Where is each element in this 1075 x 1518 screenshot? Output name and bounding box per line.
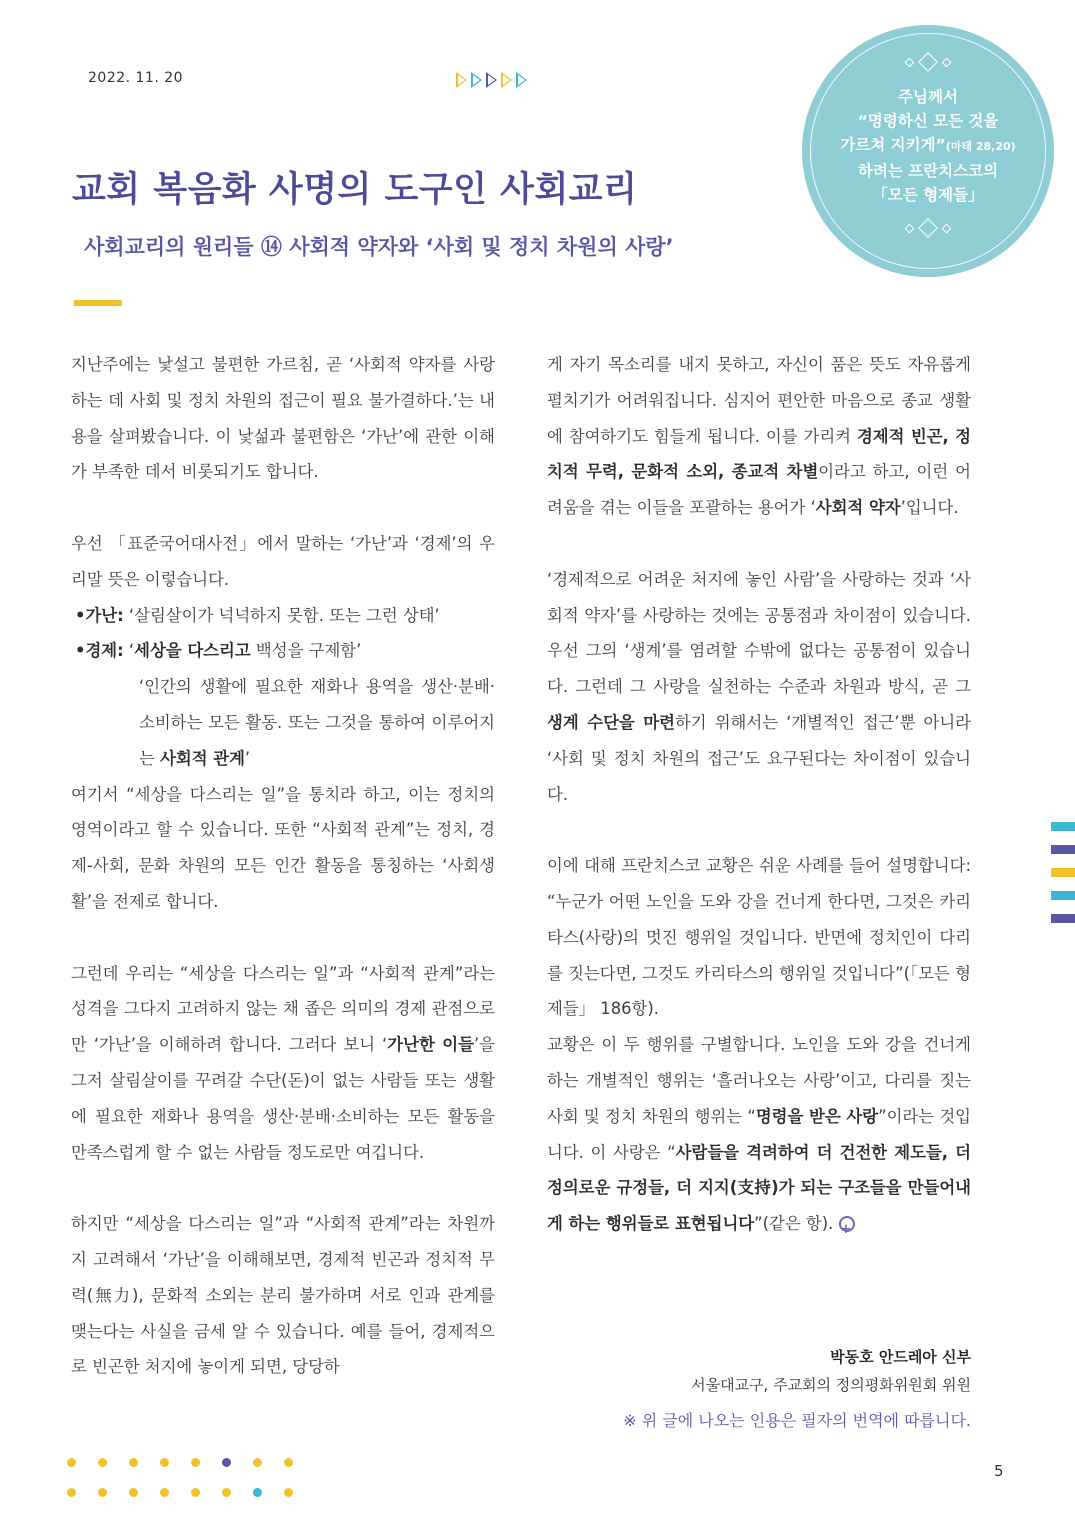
paragraph xyxy=(547,1027,971,1242)
emphasis-text: 명령을 받은 사랑 xyxy=(755,1106,879,1126)
definition-label: •경제: xyxy=(75,641,124,661)
definition-economy xyxy=(71,633,495,669)
dot xyxy=(253,1458,262,1467)
badge-line-2: “명령하신 모든 것을 xyxy=(857,112,999,130)
definition-text: ‘살림살이가 넉넉하지 못함. 또는 그런 상태’ xyxy=(128,605,440,625)
side-bar xyxy=(1051,914,1075,923)
arrow-icon xyxy=(516,72,527,88)
definition-text: ’ xyxy=(244,748,251,768)
left-column xyxy=(71,347,495,1385)
author-name: 박동호 안드레아 신부 xyxy=(830,1348,971,1366)
article-title: 교회 복음화 사명의 도구인 사회교리 xyxy=(72,170,638,210)
badge-line-1: 주님께서 xyxy=(898,88,958,106)
body-text: 이라고 하고, 이런 어려움을 겪는 이들을 포괄하는 용어가 ‘ xyxy=(547,462,971,518)
definition-label: •가난: xyxy=(75,605,124,625)
dot xyxy=(222,1458,231,1467)
body-text: ‘경제적으로 어려운 처지에 놓인 사람’을 사랑하는 것과 ‘사회적 약자’를 사랑하는 것에는 공통점과 차이점이 있습니다. 우선 그의 ‘생계’를 염려할 수밖에 없다는 공통점이 있습니다. 그런데 그 사랑을 실천하는 수준과 차원과 방식, 곧 그 xyxy=(547,569,971,697)
arrow-ornament xyxy=(456,72,527,88)
body-text: 하기 위해서는 ‘개별적인 접근’뿐 아니라 ‘사회 및 정치 차원의 접근’도 요구된다는 차이점이 있습니다. xyxy=(547,712,971,804)
dot xyxy=(160,1488,169,1497)
emphasis-text: 생계 수단을 마련 xyxy=(547,712,675,732)
diamond-ornament-top xyxy=(802,55,1054,69)
paragraph: 우선 「표준국어대사전」에서 말하는 ‘가난’과 ‘경제’의 우리말 뜻은 이렇습니다. xyxy=(71,533,495,589)
dot xyxy=(129,1458,138,1467)
badge-line-3 xyxy=(802,133,1054,159)
dot xyxy=(160,1458,169,1467)
definition-continuation xyxy=(71,669,495,776)
dot xyxy=(284,1488,293,1497)
emphasis-text: 가난한 이들 xyxy=(387,1035,474,1055)
badge-line-5: 「모든 형제들」 xyxy=(872,186,984,204)
dot xyxy=(284,1458,293,1467)
diamond-ornament-bottom xyxy=(802,221,1054,235)
emphasis-text: 경제적 빈곤, 정치적 무력, 문화적 소외, 종교적 차별 xyxy=(547,426,972,482)
definition-poverty xyxy=(71,598,495,634)
side-bar xyxy=(1051,891,1075,900)
right-column xyxy=(547,347,971,1242)
body-text: 게 자기 목소리를 내지 못하고, 자신이 품은 뜻도 자유롭게 펼치기가 어려워집니다. 심지어 편안한 마음으로 종교 생활에 참여하기도 힘들게 됩니다. 이를 가리켜 xyxy=(547,355,971,446)
arrow-icon xyxy=(456,72,467,88)
issue-date: 2022. 11. 20 xyxy=(88,70,184,86)
paragraph xyxy=(547,347,971,526)
definition-text: ‘ xyxy=(128,641,135,661)
arrow-icon xyxy=(486,72,497,88)
body-text: ”이라는 것입니다. 이 사랑은 “ xyxy=(547,1106,971,1162)
paragraph: 이에 대해 프란치스코 교황은 쉬운 사례를 들어 설명합니다: “누군가 어떤 노인을 도와 강을 건너게 한다면, 그것은 카리타스(사랑)의 멋진 행위일 것입니다. 반면에 정치인이 다리를 짓는다면, 그것도 카리타스의 행위일 것입니다”(「모든 형제들」 186항). xyxy=(547,856,971,1019)
dot xyxy=(191,1488,200,1497)
definition-text: ‘인간의 생활에 필요한 재화나 용역을 생산·분배·소비하는 모든 활동. 또는 그것을 통하여 이루어지는 xyxy=(139,677,495,768)
page-number: 5 xyxy=(994,1462,1004,1480)
dot-row xyxy=(67,1488,293,1497)
dot xyxy=(222,1488,231,1497)
side-bar xyxy=(1051,845,1075,854)
paragraph: 지난주에는 낯설고 불편한 가르침, 곧 ‘사회적 약자를 사랑하는 데 사회 및 정치 차원의 접근이 필요 불가결하다.’는 내용을 살펴봤습니다. 이 낯섦과 불편함은 ‘가난’에 관한 이해가 부족한 데서 비롯되기도 합니다. xyxy=(71,355,495,482)
translation-note: ※ 위 글에 나오는 인용은 필자의 번역에 따릅니다. xyxy=(623,1411,971,1430)
arrow-icon xyxy=(501,72,512,88)
emphasis-text: 사회적 약자 xyxy=(815,498,901,518)
badge-bible-reference: (마태 28,20) xyxy=(945,140,1016,153)
dot xyxy=(98,1488,107,1497)
body-text: ’을 그저 살림살이를 꾸려갈 수단(돈)이 없는 사람들 또는 생활에 필요한 재화나 용역을 생산·분배·소비하는 모든 활동을 만족스럽게 할 수 없는 사람들 정도로만 여깁니다. xyxy=(71,1035,496,1162)
body-text: ”(같은 항). xyxy=(754,1214,834,1234)
side-bar xyxy=(1051,868,1075,877)
dot-row xyxy=(67,1458,293,1467)
badge-text xyxy=(802,85,1054,207)
definition-text: 백성을 구제함’ xyxy=(250,641,362,661)
badge-line-3-main: 가르쳐 지키게” xyxy=(840,136,946,154)
arrow-icon xyxy=(471,72,482,88)
body-text: ’입니다. xyxy=(900,498,959,518)
body-text: 교황은 이 두 행위를 구별합니다. 노인을 도와 강을 건너게 하는 개별적인 행위는 ‘흘러나오는 사랑’이고, 다리를 짓는 사회 및 정치 차원의 행위는 “ xyxy=(547,1035,971,1126)
paragraph xyxy=(547,562,971,813)
theme-badge xyxy=(802,25,1054,277)
end-mark-icon xyxy=(839,1216,855,1232)
paragraph: 하지만 “세상을 다스리는 일”과 “사회적 관계”라는 차원까지 고려해서 ‘가난’을 이해해보면, 경제적 빈곤과 정치적 무력(無力), 문화적 소외는 분리 불가하며 서로 인과 관계를 맺는다는 사실을 금세 알 수 있습니다. 예를 들어, 경제적으로 빈곤한 처지에 놓이게 되면, 당당하 xyxy=(71,1214,495,1377)
author-block xyxy=(691,1345,971,1397)
dot xyxy=(129,1488,138,1497)
side-color-bars xyxy=(1051,822,1075,937)
dot-ornament xyxy=(67,1458,293,1518)
side-bar xyxy=(1051,822,1075,831)
dot xyxy=(191,1458,200,1467)
emphasis-text: 사회적 관계 xyxy=(160,748,245,768)
body-text: 그런데 우리는 “세상을 다스리는 일”과 “사회적 관계”라는 성격을 그다지 고려하지 않는 채 좁은 의미의 경제 관점으로만 ‘가난’을 이해하려 합니다. 그러다 보니 ‘ xyxy=(71,963,495,1055)
paragraph: 여기서 “세상을 다스리는 일”을 통치라 하고, 이는 정치의 영역이라고 할 수 있습니다. 또한 “사회적 관계”는 정치, 경제-사회, 문화 차원의 모든 인간 활동을 통칭하는 ‘사회생활’을 전제로 합니다. xyxy=(71,784,495,911)
accent-bar xyxy=(74,300,122,306)
dot xyxy=(253,1488,262,1497)
author-role: 서울대교구, 주교회의 정의평화위원회 위원 xyxy=(691,1376,971,1394)
emphasis-text: 사람들을 격려하여 더 건전한 제도들, 더 정의로운 규정들, 더 지지(支持)가 되는 구조들을 만들어내게 하는 행위들로 표현됩니다 xyxy=(547,1142,971,1234)
dot xyxy=(67,1488,76,1497)
dot xyxy=(98,1458,107,1467)
article-subtitle: 사회교리의 원리들 ⑭ 사회적 약자와 ‘사회 및 정치 차원의 사랑’ xyxy=(84,235,674,259)
emphasis-text: 세상을 다스리고 xyxy=(134,641,251,661)
dot xyxy=(67,1458,76,1467)
paragraph xyxy=(71,956,495,1171)
badge-line-4: 하려는 프란치스코의 xyxy=(857,162,999,180)
